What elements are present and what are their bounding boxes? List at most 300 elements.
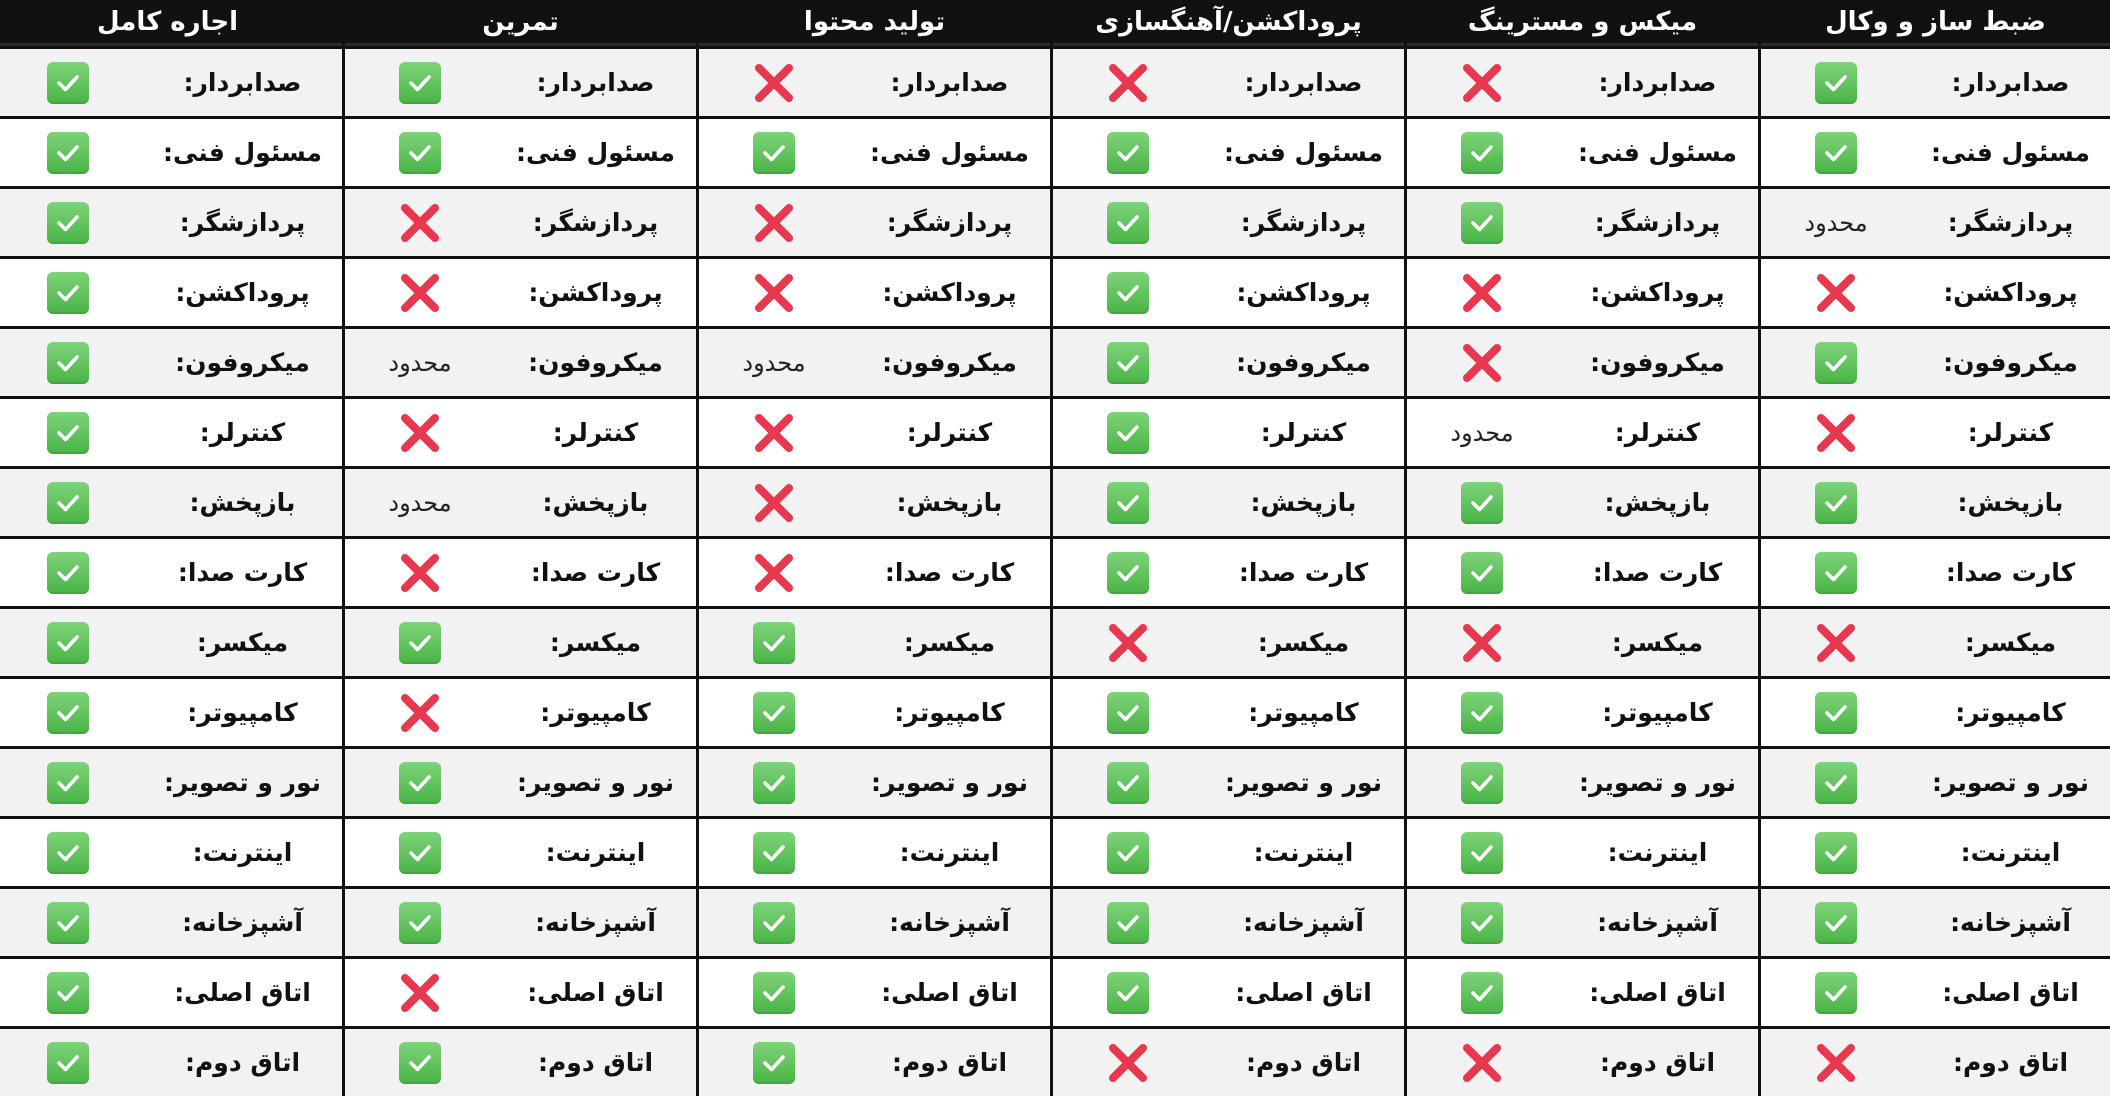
cell-status bbox=[1761, 209, 1911, 237]
row-label: اتاق دوم: bbox=[1599, 1048, 1716, 1077]
row-label: کارت صدا: bbox=[177, 558, 308, 587]
cross-icon bbox=[1105, 1040, 1151, 1086]
cross-icon bbox=[1459, 340, 1505, 386]
cross-icon bbox=[397, 270, 443, 316]
table-cell bbox=[1761, 749, 2110, 816]
cell-status bbox=[1407, 620, 1557, 666]
cell-status bbox=[1407, 132, 1557, 174]
table-cell bbox=[1407, 679, 1758, 746]
row-label: صدابردار: bbox=[1951, 68, 2070, 97]
limited-text: محدود bbox=[1804, 208, 1868, 237]
table-cell bbox=[0, 189, 342, 256]
cell-status bbox=[345, 832, 495, 874]
table-cell bbox=[1761, 259, 2110, 326]
row-label: پردازشگر: bbox=[886, 208, 1013, 237]
check-icon bbox=[47, 552, 89, 594]
row-label: آشپزخانه: bbox=[1950, 908, 2071, 937]
check-icon bbox=[1461, 902, 1503, 944]
check-icon bbox=[399, 1042, 441, 1084]
table-cell bbox=[699, 609, 1050, 676]
cell-status bbox=[345, 349, 495, 377]
row-label: کارت صدا: bbox=[530, 558, 661, 587]
cell-status bbox=[0, 202, 143, 244]
row-label: نور و تصویر: bbox=[1224, 768, 1383, 797]
table-cell bbox=[0, 539, 342, 606]
row-label: نور و تصویر: bbox=[870, 768, 1029, 797]
table-cell bbox=[1407, 609, 1758, 676]
table-cell bbox=[1407, 259, 1758, 326]
table-cell bbox=[1407, 329, 1758, 396]
row-label: اتاق دوم: bbox=[891, 1048, 1008, 1077]
cross-icon bbox=[1459, 270, 1505, 316]
check-icon bbox=[1815, 762, 1857, 804]
check-icon bbox=[753, 622, 795, 664]
row-label: میکسر: bbox=[903, 628, 996, 657]
check-icon bbox=[1107, 132, 1149, 174]
row-label: اتاق دوم: bbox=[537, 1048, 654, 1077]
cell-status bbox=[1407, 340, 1557, 386]
row-label: اتاق دوم: bbox=[1952, 1048, 2069, 1077]
cell-status bbox=[1761, 270, 1911, 316]
cell-status bbox=[345, 622, 495, 664]
cell-status bbox=[345, 690, 495, 736]
row-label: کامپیوتر: bbox=[1602, 698, 1713, 727]
row-label: صدابردار: bbox=[536, 68, 655, 97]
table-cell bbox=[699, 749, 1050, 816]
table-cell bbox=[345, 329, 696, 396]
cell-status bbox=[1407, 972, 1557, 1014]
table-cell bbox=[0, 889, 342, 956]
cell-status bbox=[345, 489, 495, 517]
table-cell bbox=[1407, 49, 1758, 116]
row-label: کنترلر: bbox=[1614, 418, 1701, 447]
table-cell bbox=[699, 539, 1050, 606]
table-cell bbox=[345, 959, 696, 1026]
table-cell bbox=[1053, 1029, 1404, 1096]
cell-status bbox=[699, 1042, 849, 1084]
row-label: پردازشگر: bbox=[1947, 208, 2074, 237]
cross-icon bbox=[1459, 620, 1505, 666]
table-cell bbox=[345, 399, 696, 466]
cell-status bbox=[1407, 692, 1557, 734]
table-cell bbox=[1053, 889, 1404, 956]
table-cell bbox=[0, 609, 342, 676]
cell-status bbox=[1407, 762, 1557, 804]
row-label: میکروفون: bbox=[1236, 348, 1371, 377]
cell-status bbox=[1407, 832, 1557, 874]
check-icon bbox=[1461, 692, 1503, 734]
row-label: کنترلر: bbox=[1260, 418, 1347, 447]
cell-status bbox=[0, 482, 143, 524]
row-label: میکروفون: bbox=[1943, 348, 2078, 377]
row-label: میکسر: bbox=[1611, 628, 1704, 657]
cross-icon bbox=[1813, 620, 1859, 666]
cell-status bbox=[699, 270, 849, 316]
row-label: پروداکشن: bbox=[175, 278, 310, 307]
cross-icon bbox=[751, 480, 797, 526]
cell-status bbox=[1053, 272, 1203, 314]
row-label: کارت صدا: bbox=[1238, 558, 1369, 587]
table-cell bbox=[1053, 469, 1404, 536]
cell-status bbox=[1761, 972, 1911, 1014]
cell-status bbox=[0, 972, 143, 1014]
row-label: کارت صدا: bbox=[1945, 558, 2076, 587]
row-label: کارت صدا: bbox=[884, 558, 1015, 587]
table-cell bbox=[699, 259, 1050, 326]
cell-status bbox=[1407, 1040, 1557, 1086]
limited-text: محدود bbox=[742, 348, 806, 377]
check-icon bbox=[1815, 552, 1857, 594]
cross-icon bbox=[397, 410, 443, 456]
cell-status bbox=[0, 1042, 143, 1084]
table-cell bbox=[1053, 189, 1404, 256]
check-icon bbox=[47, 1042, 89, 1084]
check-icon bbox=[399, 132, 441, 174]
table-cell bbox=[699, 49, 1050, 116]
table-cell bbox=[1407, 749, 1758, 816]
cell-status bbox=[1761, 762, 1911, 804]
row-label: میکروفون: bbox=[882, 348, 1017, 377]
row-label: مسئول فنی: bbox=[1577, 138, 1738, 167]
cell-status bbox=[699, 902, 849, 944]
cross-icon bbox=[397, 690, 443, 736]
check-icon bbox=[47, 972, 89, 1014]
cell-status bbox=[1053, 60, 1203, 106]
row-label: پردازشگر: bbox=[532, 208, 659, 237]
cell-status bbox=[699, 349, 849, 377]
row-label: پروداکشن: bbox=[528, 278, 663, 307]
cell-status bbox=[1407, 60, 1557, 106]
table-cell bbox=[345, 539, 696, 606]
check-icon bbox=[1107, 412, 1149, 454]
cell-status bbox=[0, 272, 143, 314]
row-label: میکروفون: bbox=[1590, 348, 1725, 377]
table-cell bbox=[699, 819, 1050, 886]
cell-status bbox=[345, 762, 495, 804]
row-label: آشپزخانه: bbox=[1243, 908, 1364, 937]
table-cell bbox=[699, 329, 1050, 396]
check-icon bbox=[1107, 272, 1149, 314]
check-icon bbox=[1461, 762, 1503, 804]
cross-icon bbox=[751, 550, 797, 596]
check-icon bbox=[47, 832, 89, 874]
row-label: بازپخش: bbox=[542, 488, 649, 517]
cell-status bbox=[1407, 482, 1557, 524]
row-label: اتاق دوم: bbox=[1245, 1048, 1362, 1077]
check-icon bbox=[753, 132, 795, 174]
table-cell bbox=[1407, 889, 1758, 956]
check-icon bbox=[1815, 132, 1857, 174]
table-cell bbox=[345, 469, 696, 536]
table-cell bbox=[1761, 189, 2110, 256]
cell-status bbox=[0, 832, 143, 874]
check-icon bbox=[1461, 832, 1503, 874]
row-label: صدابردار: bbox=[183, 68, 302, 97]
table-cell bbox=[345, 189, 696, 256]
cross-icon bbox=[397, 550, 443, 596]
row-label: میکروفون: bbox=[175, 348, 310, 377]
cell-status bbox=[1761, 620, 1911, 666]
table-cell bbox=[1053, 119, 1404, 186]
table-cell bbox=[0, 259, 342, 326]
cell-status bbox=[0, 622, 143, 664]
row-label: اینترنت: bbox=[1607, 838, 1708, 867]
check-icon bbox=[1107, 972, 1149, 1014]
check-icon bbox=[1107, 482, 1149, 524]
check-icon bbox=[399, 762, 441, 804]
row-label: اتاق اصلی: bbox=[1235, 978, 1372, 1007]
table-cell bbox=[699, 1029, 1050, 1096]
cell-status bbox=[1053, 832, 1203, 874]
cell-status bbox=[0, 342, 143, 384]
table-cell bbox=[699, 189, 1050, 256]
check-icon bbox=[47, 902, 89, 944]
cell-status bbox=[1053, 1040, 1203, 1086]
table-cell bbox=[0, 819, 342, 886]
column-header: پروداکشن/آهنگسازی bbox=[1053, 0, 1404, 46]
column-header: ضبط ساز و وکال bbox=[1761, 0, 2110, 46]
row-label: کنترلر: bbox=[199, 418, 286, 447]
cell-status bbox=[1053, 620, 1203, 666]
cell-status bbox=[1761, 552, 1911, 594]
table-cell bbox=[1761, 959, 2110, 1026]
table-cell bbox=[1407, 399, 1758, 466]
cell-status bbox=[0, 692, 143, 734]
row-label: مسئول فنی: bbox=[1930, 138, 2091, 167]
row-label: مسئول فنی: bbox=[515, 138, 676, 167]
row-label: آشپزخانه: bbox=[1597, 908, 1718, 937]
table-cell bbox=[1053, 749, 1404, 816]
cell-status bbox=[1053, 762, 1203, 804]
row-label: صدابردار: bbox=[1244, 68, 1363, 97]
column-header: میکس و مسترینگ bbox=[1407, 0, 1758, 46]
cell-status bbox=[1761, 132, 1911, 174]
row-label: کامپیوتر: bbox=[1248, 698, 1359, 727]
table-cell bbox=[1761, 119, 2110, 186]
row-label: کنترلر: bbox=[552, 418, 639, 447]
check-icon bbox=[753, 832, 795, 874]
check-icon bbox=[399, 832, 441, 874]
limited-text: محدود bbox=[388, 488, 452, 517]
table-cell bbox=[1053, 539, 1404, 606]
limited-text: محدود bbox=[388, 348, 452, 377]
cross-icon bbox=[751, 270, 797, 316]
row-label: بازپخش: bbox=[1957, 488, 2064, 517]
cell-status bbox=[0, 902, 143, 944]
row-label: نور و تصویر: bbox=[1578, 768, 1737, 797]
check-icon bbox=[1107, 692, 1149, 734]
table-cell bbox=[699, 889, 1050, 956]
limited-text: محدود bbox=[1450, 418, 1514, 447]
table-cell bbox=[1761, 399, 2110, 466]
cell-status bbox=[699, 410, 849, 456]
cross-icon bbox=[397, 200, 443, 246]
table-cell bbox=[345, 119, 696, 186]
check-icon bbox=[1815, 972, 1857, 1014]
cell-status bbox=[345, 132, 495, 174]
cell-status bbox=[1407, 419, 1557, 447]
row-label: کامپیوتر: bbox=[1955, 698, 2066, 727]
cell-status bbox=[0, 132, 143, 174]
cross-icon bbox=[397, 970, 443, 1016]
cross-icon bbox=[1813, 270, 1859, 316]
cell-status bbox=[699, 622, 849, 664]
row-label: اینترنت: bbox=[545, 838, 646, 867]
cell-status bbox=[1761, 410, 1911, 456]
cross-icon bbox=[1105, 620, 1151, 666]
check-icon bbox=[1815, 832, 1857, 874]
row-label: بازپخش: bbox=[189, 488, 296, 517]
table-cell bbox=[1053, 679, 1404, 746]
table-cell bbox=[1761, 539, 2110, 606]
cross-icon bbox=[1459, 60, 1505, 106]
row-label: کامپیوتر: bbox=[894, 698, 1005, 727]
row-label: اینترنت: bbox=[899, 838, 1000, 867]
table-cell bbox=[1761, 1029, 2110, 1096]
check-icon bbox=[1107, 832, 1149, 874]
cell-status bbox=[1053, 202, 1203, 244]
table-cell bbox=[1407, 959, 1758, 1026]
row-label: کارت صدا: bbox=[1592, 558, 1723, 587]
cell-status bbox=[345, 970, 495, 1016]
check-icon bbox=[1461, 552, 1503, 594]
cell-status bbox=[1053, 692, 1203, 734]
row-label: اتاق اصلی: bbox=[1942, 978, 2079, 1007]
cross-icon bbox=[1105, 60, 1151, 106]
row-label: مسئول فنی: bbox=[162, 138, 323, 167]
table-cell bbox=[1761, 469, 2110, 536]
cell-status bbox=[1053, 902, 1203, 944]
cell-status bbox=[1761, 902, 1911, 944]
check-icon bbox=[399, 622, 441, 664]
cell-status bbox=[699, 60, 849, 106]
row-label: اتاق دوم: bbox=[184, 1048, 301, 1077]
cross-icon bbox=[1813, 410, 1859, 456]
table-cell bbox=[699, 679, 1050, 746]
cell-status bbox=[699, 550, 849, 596]
cell-status bbox=[1053, 482, 1203, 524]
cell-status bbox=[1053, 342, 1203, 384]
cell-status bbox=[345, 200, 495, 246]
table-cell bbox=[1053, 819, 1404, 886]
cell-status bbox=[345, 62, 495, 104]
row-label: کنترلر: bbox=[1967, 418, 2054, 447]
column-header: تولید محتوا bbox=[699, 0, 1050, 46]
cell-status bbox=[0, 62, 143, 104]
row-label: پروداکشن: bbox=[882, 278, 1017, 307]
table-cell bbox=[1053, 609, 1404, 676]
check-icon bbox=[47, 202, 89, 244]
column-header: اجاره کامل bbox=[0, 0, 342, 46]
check-icon bbox=[47, 692, 89, 734]
table-cell bbox=[1407, 539, 1758, 606]
check-icon bbox=[1815, 62, 1857, 104]
check-icon bbox=[1815, 342, 1857, 384]
cell-status bbox=[699, 480, 849, 526]
check-icon bbox=[1461, 132, 1503, 174]
cell-status bbox=[345, 270, 495, 316]
row-label: آشپزخانه: bbox=[182, 908, 303, 937]
cell-status bbox=[0, 762, 143, 804]
row-label: کنترلر: bbox=[906, 418, 993, 447]
row-label: پروداکشن: bbox=[1943, 278, 2078, 307]
check-icon bbox=[1461, 482, 1503, 524]
cell-status bbox=[1053, 132, 1203, 174]
table-cell bbox=[1407, 469, 1758, 536]
check-icon bbox=[1107, 902, 1149, 944]
check-icon bbox=[1461, 972, 1503, 1014]
table-cell bbox=[0, 399, 342, 466]
check-icon bbox=[753, 972, 795, 1014]
table-cell bbox=[0, 749, 342, 816]
table-cell bbox=[345, 609, 696, 676]
cell-status bbox=[0, 552, 143, 594]
cross-icon bbox=[1459, 1040, 1505, 1086]
cell-status bbox=[345, 902, 495, 944]
cell-status bbox=[1761, 342, 1911, 384]
check-icon bbox=[1461, 202, 1503, 244]
check-icon bbox=[753, 1042, 795, 1084]
check-icon bbox=[47, 482, 89, 524]
table-cell bbox=[1761, 49, 2110, 116]
row-label: پردازشگر: bbox=[1240, 208, 1367, 237]
cell-status bbox=[1407, 270, 1557, 316]
table-cell bbox=[1761, 819, 2110, 886]
table-cell bbox=[345, 819, 696, 886]
table-cell bbox=[345, 259, 696, 326]
check-icon bbox=[47, 342, 89, 384]
row-label: بازپخش: bbox=[1250, 488, 1357, 517]
table-cell bbox=[345, 749, 696, 816]
check-icon bbox=[1815, 902, 1857, 944]
table-cell bbox=[699, 469, 1050, 536]
cell-status bbox=[699, 132, 849, 174]
check-icon bbox=[47, 132, 89, 174]
table-cell bbox=[0, 959, 342, 1026]
check-icon bbox=[399, 62, 441, 104]
cell-status bbox=[1761, 62, 1911, 104]
check-icon bbox=[47, 62, 89, 104]
row-label: اتاق اصلی: bbox=[527, 978, 664, 1007]
cell-status bbox=[699, 832, 849, 874]
table-cell bbox=[1053, 329, 1404, 396]
row-label: مسئول فنی: bbox=[1223, 138, 1384, 167]
cross-icon bbox=[1813, 1040, 1859, 1086]
table-cell bbox=[0, 49, 342, 116]
table-cell bbox=[1053, 259, 1404, 326]
table-cell bbox=[1053, 49, 1404, 116]
check-icon bbox=[47, 272, 89, 314]
row-label: پردازشگر: bbox=[179, 208, 306, 237]
table-cell bbox=[1761, 609, 2110, 676]
cell-status bbox=[699, 200, 849, 246]
row-label: اتاق اصلی: bbox=[881, 978, 1018, 1007]
row-label: صدابردار: bbox=[1598, 68, 1717, 97]
column-header: تمرین bbox=[345, 0, 696, 46]
cell-status bbox=[699, 692, 849, 734]
row-label: اینترنت: bbox=[192, 838, 293, 867]
table-cell bbox=[1761, 329, 2110, 396]
cross-icon bbox=[751, 200, 797, 246]
row-label: کامپیوتر: bbox=[540, 698, 651, 727]
row-label: اینترنت: bbox=[1253, 838, 1354, 867]
check-icon bbox=[1107, 762, 1149, 804]
row-label: میکسر: bbox=[1964, 628, 2057, 657]
check-icon bbox=[753, 692, 795, 734]
check-icon bbox=[47, 622, 89, 664]
row-label: اینترنت: bbox=[1960, 838, 2061, 867]
check-icon bbox=[399, 902, 441, 944]
